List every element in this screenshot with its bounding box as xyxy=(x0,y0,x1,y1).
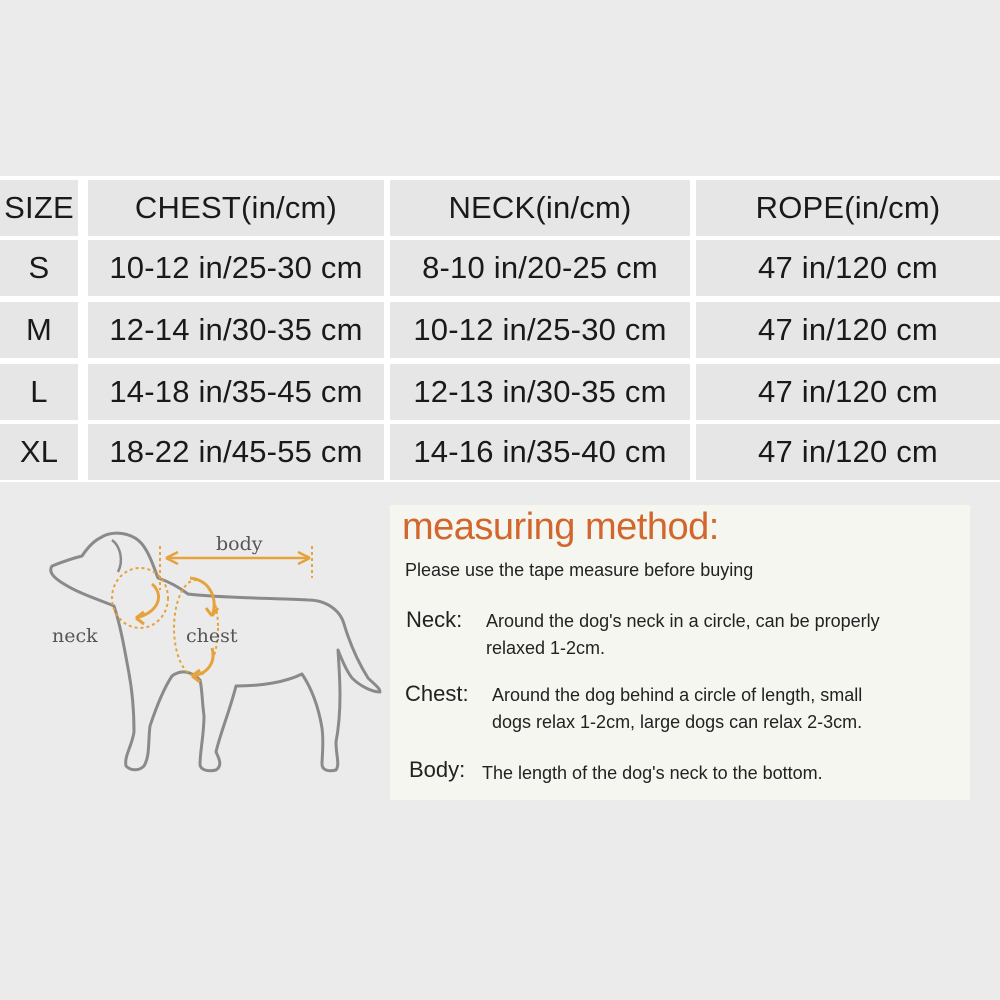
table-cell-neck: 8-10 in/20-25 cm xyxy=(390,240,690,296)
neck-label: neck xyxy=(52,625,98,647)
table-cell-rope: 47 in/120 cm xyxy=(696,424,1000,480)
neck-method-line-2: relaxed 1-2cm. xyxy=(486,638,606,658)
header-chest: CHEST(in/cm) xyxy=(88,180,384,236)
body-method-label: Body: xyxy=(409,757,466,782)
table-cell-size: XL xyxy=(0,424,78,480)
table-cell-neck: 12-13 in/30-35 cm xyxy=(390,364,690,420)
measuring-method-title: measuring method: xyxy=(402,506,719,548)
measuring-method-panel xyxy=(390,505,970,800)
table-cell-rope: 47 in/120 cm xyxy=(696,364,1000,420)
table-cell-chest: 10-12 in/25-30 cm xyxy=(88,240,384,296)
dog-outline xyxy=(51,533,380,771)
neck-method-line-1: Around the dog's neck in a circle, can be properly xyxy=(486,611,880,631)
header-neck: NECK(in/cm) xyxy=(390,180,690,236)
table-cell-chest: 12-14 in/30-35 cm xyxy=(88,302,384,358)
body-label: body xyxy=(216,533,263,555)
header-size: SIZE xyxy=(0,180,78,236)
dog-ear xyxy=(112,540,121,572)
chest-label: chest xyxy=(186,625,238,647)
table-cell-neck: 10-12 in/25-30 cm xyxy=(390,302,690,358)
dog-measurement-diagram xyxy=(40,520,390,790)
chest-method-line-2: dogs relax 1-2cm, large dogs can relax 2-3cm. xyxy=(492,712,863,732)
chest-method-label: Chest: xyxy=(405,681,469,706)
table-cell-chest: 14-18 in/35-45 cm xyxy=(88,364,384,420)
body-method-line-1: The length of the dog's neck to the bottom. xyxy=(482,763,823,783)
header-rope: ROPE(in/cm) xyxy=(696,180,1000,236)
table-cell-size: M xyxy=(0,302,78,358)
table-cell-chest: 18-22 in/45-55 cm xyxy=(88,424,384,480)
table-cell-neck: 14-16 in/35-40 cm xyxy=(390,424,690,480)
table-cell-size: S xyxy=(0,240,78,296)
table-cell-rope: 47 in/120 cm xyxy=(696,302,1000,358)
size-table xyxy=(0,176,1000,482)
measuring-intro: Please use the tape measure before buying xyxy=(405,560,754,580)
chest-arrow-bottom xyxy=(192,648,213,682)
chest-method-line-1: Around the dog behind a circle of length, small xyxy=(492,685,863,705)
neck-method-label: Neck: xyxy=(406,607,463,632)
table-cell-rope: 47 in/120 cm xyxy=(696,240,1000,296)
neck-arrow xyxy=(136,584,159,624)
table-cell-size: L xyxy=(0,364,78,420)
